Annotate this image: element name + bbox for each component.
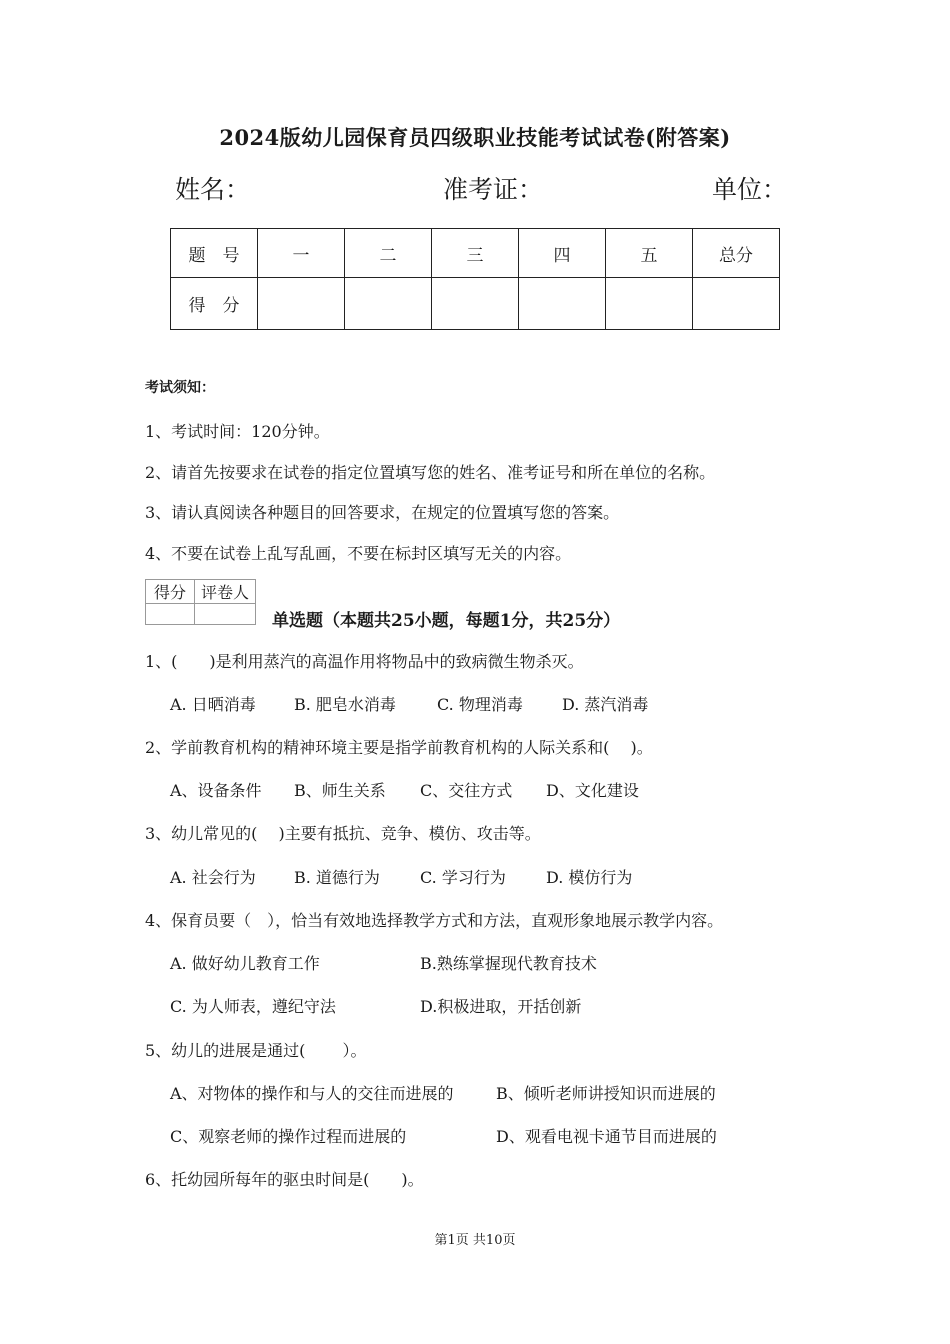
score-cell-2[interactable] <box>345 278 432 330</box>
notice-heading: 考试须知： <box>145 380 215 396</box>
q4-option-a: A. 做好幼儿教育工作 <box>170 954 320 973</box>
score-row-label: 得 分 <box>171 278 258 330</box>
q1-option-b: B. 肥皂水消毒 <box>294 695 396 714</box>
score-cell-5[interactable] <box>606 278 693 330</box>
header-cell-3: 三 <box>432 229 519 278</box>
grader-box-score-label: 得分 <box>146 580 195 604</box>
grader-box-score-cell[interactable] <box>146 604 195 625</box>
q3-option-c: C. 学习行为 <box>420 868 506 887</box>
q1-option-c: C. 物理消毒 <box>437 695 523 714</box>
grader-box <box>145 579 256 625</box>
grader-box-grader-cell[interactable] <box>195 604 256 625</box>
question-5: 5、幼儿的进展是通过( ）。 <box>145 1041 367 1060</box>
notice-item-4: 4、不要在试卷上乱写乱画，不要在标封区填写无关的内容。 <box>145 544 572 563</box>
page-footer: 第1页 共10页 <box>434 1233 516 1248</box>
question-1: 1、( )是利用蒸汽的高温作用将物品中的致病微生物杀灭。 <box>145 652 584 671</box>
header-cell-2: 二 <box>345 229 432 278</box>
header-cell-5: 五 <box>606 229 693 278</box>
q3-option-a: A. 社会行为 <box>170 868 256 887</box>
notice-item-2: 2、请首先按要求在试卷的指定位置填写您的姓名、准考证号和所在单位的名称。 <box>145 463 716 482</box>
q2-option-b: B、师生关系 <box>294 781 386 800</box>
score-cell-total[interactable] <box>693 278 780 330</box>
notice-item-1: 1、考试时间：120分钟。 <box>145 422 330 441</box>
q4-option-b: B.熟练掌握现代教育技术 <box>420 954 597 973</box>
q3-option-b: B. 道德行为 <box>294 868 380 887</box>
header-cell-4: 四 <box>519 229 606 278</box>
header-cell-number: 题 号 <box>171 229 258 278</box>
q1-option-d: D. 蒸汽消毒 <box>562 695 649 714</box>
score-cell-1[interactable] <box>258 278 345 330</box>
name-field-label: 姓名： <box>175 175 251 204</box>
score-cell-3[interactable] <box>432 278 519 330</box>
question-4: 4、保育员要（ ），恰当有效地选择教学方式和方法，直观形象地展示教学内容。 <box>145 911 724 930</box>
q4-option-d: D.积极进取，开括创新 <box>420 997 582 1016</box>
q1-option-a: A. 日晒消毒 <box>170 695 256 714</box>
question-3: 3、幼儿常见的( )主要有抵抗、竞争、模仿、攻击等。 <box>145 824 541 843</box>
q5-option-c: C、观察老师的操作过程而进展的 <box>170 1127 407 1146</box>
exam-id-field-label: 准考证： <box>443 175 544 204</box>
q5-option-d: D、观看电视卡通节目而进展的 <box>496 1127 717 1146</box>
score-table-score-row <box>171 278 780 330</box>
q4-option-c: C. 为人师表，遵纪守法 <box>170 997 336 1016</box>
q3-option-d: D. 模仿行为 <box>546 868 633 887</box>
header-cell-total: 总分 <box>693 229 780 278</box>
score-table-header-row <box>171 229 780 278</box>
q2-option-a: A、设备条件 <box>170 781 262 800</box>
unit-field-label: 单位： <box>712 175 788 204</box>
score-cell-4[interactable] <box>519 278 606 330</box>
question-2: 2、学前教育机构的精神环境主要是指学前教育机构的人际关系和( )。 <box>145 738 653 757</box>
q5-option-a: A、对物体的操作和与人的交往而进展的 <box>170 1084 454 1103</box>
q5-option-b: B、倾听老师讲授知识而进展的 <box>496 1084 716 1103</box>
question-6: 6、托幼园所每年的驱虫时间是( )。 <box>145 1170 424 1189</box>
score-table <box>170 228 780 330</box>
section-title: 单选题（本题共25小题，每题1分，共25分） <box>272 611 621 631</box>
q2-option-d: D、文化建设 <box>546 781 639 800</box>
page-title: 2024版幼儿园保育员四级职业技能考试试卷(附答案) <box>219 125 731 150</box>
header-cell-1: 一 <box>258 229 345 278</box>
q2-option-c: C、交往方式 <box>420 781 513 800</box>
notice-item-3: 3、请认真阅读各种题目的回答要求，在规定的位置填写您的答案。 <box>145 503 620 522</box>
grader-box-grader-label: 评卷人 <box>195 580 256 604</box>
